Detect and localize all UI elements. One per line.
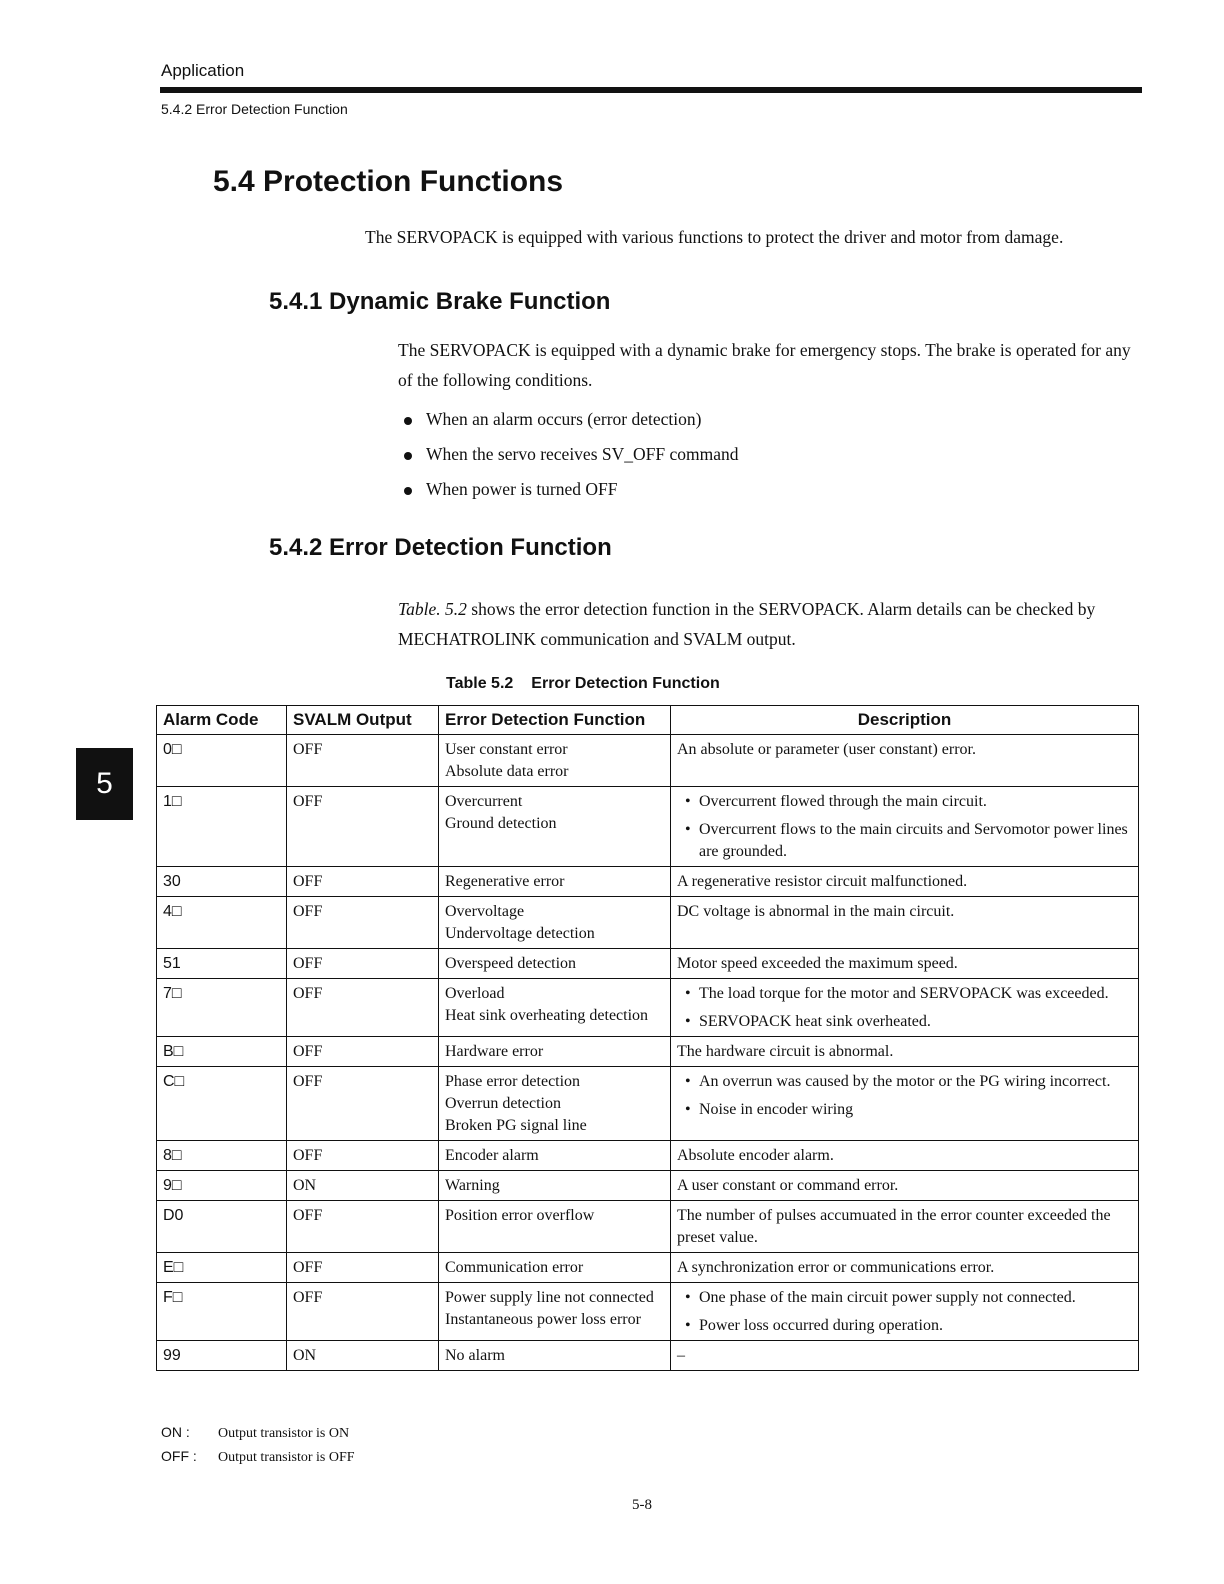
error-detection-table xyxy=(156,705,1139,1371)
alarm-code-cell: E□ xyxy=(157,1253,287,1283)
intro-paragraph: The SERVOPACK is equipped with various functions to protect the driver and motor from damage. xyxy=(365,227,1064,247)
subsection-heading-5-4-2: 5.4.2 Error Detection Function xyxy=(269,534,612,561)
error-function-cell: User constant error Absolute data error xyxy=(439,735,671,787)
description-cell: • Overcurrent flowed through the main circuit. • Overcurrent flows to the main circuits and Servomotor power lines are grounded. xyxy=(671,787,1139,867)
description-cell: – xyxy=(671,1341,1139,1371)
description-cell: • An overrun was caused by the motor or the PG wiring incorrect. • Noise in encoder wiring xyxy=(671,1067,1139,1141)
brake-conditions-list xyxy=(404,409,739,514)
svalm-output-cell: ON xyxy=(287,1341,439,1371)
error-function-cell: Overcurrent Ground detection xyxy=(439,787,671,867)
svalm-output-cell: OFF xyxy=(287,787,439,867)
list-item: When an alarm occurs (error detection) xyxy=(404,409,739,444)
running-header-section: Application xyxy=(161,61,245,80)
table-row xyxy=(157,1037,1139,1067)
dynamic-brake-paragraph: The SERVOPACK is equipped with a dynamic brake for emergency stops. The brake is operated for any of the following conditions. xyxy=(398,340,1131,390)
table-row xyxy=(157,1253,1139,1283)
svalm-output-cell: OFF xyxy=(287,897,439,949)
description-cell: An absolute or parameter (user constant) error. xyxy=(671,735,1139,787)
table-row xyxy=(157,1171,1139,1201)
list-item: When power is turned OFF xyxy=(404,479,739,514)
description-cell: A user constant or command error. xyxy=(671,1171,1139,1201)
table-row xyxy=(157,897,1139,949)
error-function-cell: Warning xyxy=(439,1171,671,1201)
table-row xyxy=(157,1341,1139,1371)
description-cell: Absolute encoder alarm. xyxy=(671,1141,1139,1171)
alarm-code-cell: 4□ xyxy=(157,897,287,949)
table-row xyxy=(157,1141,1139,1171)
error-function-cell: Position error overflow xyxy=(439,1201,671,1253)
description-cell: • One phase of the main circuit power supply not connected. • Power loss occurred during operation. xyxy=(671,1283,1139,1341)
alarm-code-cell: 9□ xyxy=(157,1171,287,1201)
page-number: 5-8 xyxy=(632,1497,652,1513)
alarm-code-cell: 51 xyxy=(157,949,287,979)
column-header: Error Detection Function xyxy=(439,706,671,735)
error-detection-paragraph: Table. 5.2 shows the error detection function in the SERVOPACK. Alarm details can be checked by MECHATROLINK communication and SVALM output. xyxy=(398,599,1096,649)
svalm-output-cell: ON xyxy=(287,1171,439,1201)
bullet-icon xyxy=(404,417,412,425)
error-function-cell: Overload Heat sink overheating detection xyxy=(439,979,671,1037)
legend-item: ON : Output transistor is ON xyxy=(161,1424,350,1441)
error-function-cell: No alarm xyxy=(439,1341,671,1371)
table-row xyxy=(157,979,1139,1037)
section-heading-5-4: 5.4 Protection Functions xyxy=(213,165,564,198)
alarm-code-cell: 0□ xyxy=(157,735,287,787)
table-row xyxy=(157,1201,1139,1253)
alarm-code-cell: C□ xyxy=(157,1067,287,1141)
chapter-tab: 5 xyxy=(76,748,133,820)
description-cell: The number of pulses accumuated in the error counter exceeded the preset value. xyxy=(671,1201,1139,1253)
column-header: SVALM Output xyxy=(287,706,439,735)
table-row xyxy=(157,1067,1139,1141)
table-row xyxy=(157,949,1139,979)
table-row xyxy=(157,787,1139,867)
table-caption: Table 5.2 Error Detection Function xyxy=(446,675,720,692)
subsection-heading-5-4-1: 5.4.1 Dynamic Brake Function xyxy=(269,288,611,315)
description-cell: A synchronization error or communications error. xyxy=(671,1253,1139,1283)
table-reference: Table. 5.2 xyxy=(398,599,467,619)
legend-item: OFF : Output transistor is OFF xyxy=(161,1448,355,1465)
alarm-code-cell: 1□ xyxy=(157,787,287,867)
svalm-output-cell: OFF xyxy=(287,979,439,1037)
header-rule xyxy=(160,87,1142,93)
alarm-code-cell: 30 xyxy=(157,867,287,897)
error-function-cell: Overvoltage Undervoltage detection xyxy=(439,897,671,949)
bullet-icon xyxy=(404,452,412,460)
list-item: When the servo receives SV_OFF command xyxy=(404,444,739,479)
description-cell: A regenerative resistor circuit malfunctioned. xyxy=(671,867,1139,897)
running-header-subsection: 5.4.2 Error Detection Function xyxy=(161,101,348,117)
column-header: Alarm Code xyxy=(157,706,287,735)
description-cell: DC voltage is abnormal in the main circuit. xyxy=(671,897,1139,949)
alarm-code-cell: 99 xyxy=(157,1341,287,1371)
alarm-code-cell: 7□ xyxy=(157,979,287,1037)
output-legend xyxy=(161,1421,355,1469)
svalm-output-cell: OFF xyxy=(287,1037,439,1067)
description-cell: Motor speed exceeded the maximum speed. xyxy=(671,949,1139,979)
svalm-output-cell: OFF xyxy=(287,1253,439,1283)
table-row xyxy=(157,867,1139,897)
alarm-code-cell: D0 xyxy=(157,1201,287,1253)
description-cell: The hardware circuit is abnormal. xyxy=(671,1037,1139,1067)
bullet-icon xyxy=(404,487,412,495)
svalm-output-cell: OFF xyxy=(287,735,439,787)
table-row xyxy=(157,735,1139,787)
error-function-cell: Communication error xyxy=(439,1253,671,1283)
svalm-output-cell: OFF xyxy=(287,1067,439,1141)
svalm-output-cell: OFF xyxy=(287,1201,439,1253)
svalm-output-cell: OFF xyxy=(287,1141,439,1171)
alarm-code-cell: 8□ xyxy=(157,1141,287,1171)
svalm-output-cell: OFF xyxy=(287,867,439,897)
table-row xyxy=(157,1283,1139,1341)
alarm-code-cell: F□ xyxy=(157,1283,287,1341)
error-function-cell: Hardware error xyxy=(439,1037,671,1067)
error-function-cell: Power supply line not connected Instantaneous power loss error xyxy=(439,1283,671,1341)
alarm-code-cell: B□ xyxy=(157,1037,287,1067)
error-function-cell: Phase error detection Overrun detection Broken PG signal line xyxy=(439,1067,671,1141)
table-header-row xyxy=(157,706,1139,735)
error-function-cell: Encoder alarm xyxy=(439,1141,671,1171)
column-header: Description xyxy=(671,706,1139,735)
error-function-cell: Regenerative error xyxy=(439,867,671,897)
svalm-output-cell: OFF xyxy=(287,949,439,979)
svalm-output-cell: OFF xyxy=(287,1283,439,1341)
error-function-cell: Overspeed detection xyxy=(439,949,671,979)
description-cell: • The load torque for the motor and SERVOPACK was exceeded. • SERVOPACK heat sink overheated. xyxy=(671,979,1139,1037)
